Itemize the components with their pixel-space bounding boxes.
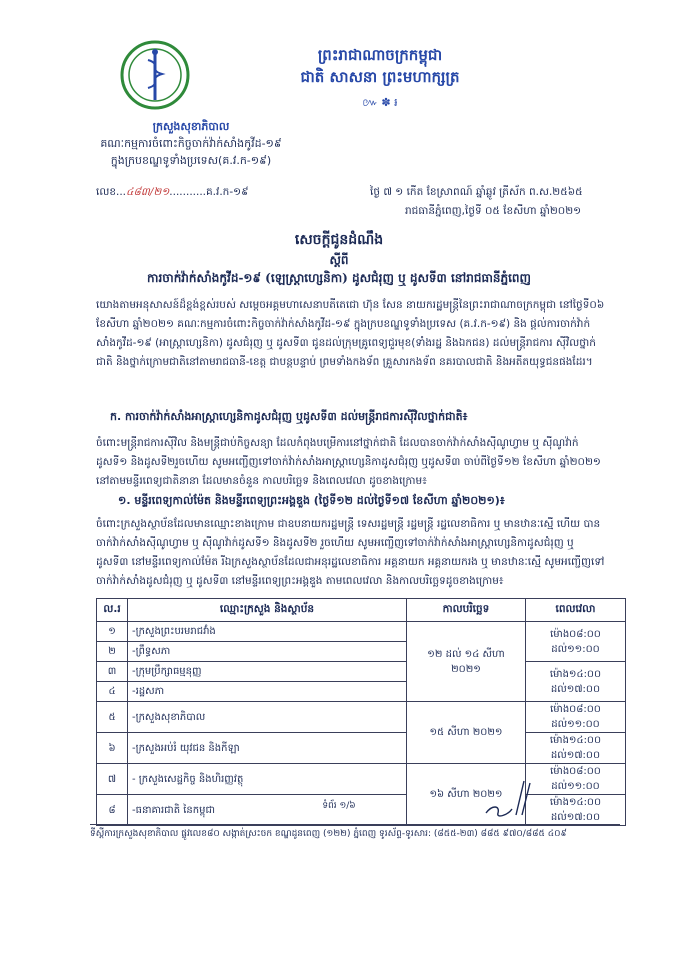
date-cell: ១៥ សីហា ២០២១	[407, 702, 526, 764]
time-cell: ម៉ោង១៤:០០ ដល់១៧:០០	[526, 662, 626, 702]
time-cell: ម៉ោង០៨:០០ ដល់១១:០០	[526, 702, 626, 733]
ornament: ៚ ✽ ៛	[362, 96, 398, 109]
committee-name: គណៈកម្មការចំពោះកិច្ចចាក់វ៉ាក់សាំងកូវីដ-១៩	[100, 137, 282, 150]
time-cell: ម៉ោង០៨:០០ ដល់១១:០០	[526, 622, 626, 662]
ministry-emblem-logo	[118, 38, 192, 112]
table-row: ៣ -ក្រុមប្រឹក្សាធម្មនុញ្ញ ម៉ោង១៤:០០ ដល់១៧:០០	[97, 662, 626, 682]
footer-address: ទីស្តីការក្រសួងសុខាភិបាល ផ្លូវលេខ៨០ សង្កាត់ស្រះចក ខណ្ឌដូនពេញ (១២២) ភ្នំពេញ ទូរស័ព្ទ-ទូរសារ: (៨៥៥-២៣) ៨៨៥ ៩៧០/៨៨៥ ៤០៩	[90, 824, 620, 841]
section-a-paragraph: ចំពោះមន្ត្រីរាជការស៊ីវិល និងមន្ត្រីជាប់កិច្ចសន្យា ដែលកំពុងបម្រើការនៅថ្នាក់ជាតិ ដែលបានចាក់វ៉ាក់សាំងស៊ីណូហ្វាម ឬ ស៊ីណូវ៉ាក់ ដូសទី១ និងដូសទី២រួចហើយ សូមអញ្ជើញទៅចាក់វ៉ាក់សាំងអាស្រ្តាហ្សេនិកាដូសជំរុញ ឬដូសទី៣ ចាប់ពីថ្ងៃទី១២ ខែសីហា ឆ្នាំ២០២១ នៅតាមមន្ទីរពេទ្យជាតិនានា ដែលមានចំនួន កាលបរិច្ឆេទ និងពេលវេលា ដូចខាងក្រោម៖	[96, 437, 601, 487]
header-time: ពេលវេលា	[526, 599, 626, 622]
table-row: ៦ -ក្រសួងអប់រំ យុវជន និងកីឡា ម៉ោង១៤:០០ ដល់១៧:០០	[97, 733, 626, 764]
lunar-date: ថ្ងៃ ៧ ១ កើត ខែស្រាពណ៍ ឆ្នាំឆ្លូវ ត្រីស័ក ព.ស.២៥៦៥	[370, 186, 583, 198]
letter-number: លេខ...៤៨៣/២១...........គ.វ.ក-១៩	[96, 186, 249, 198]
table-row: ៨ -ធនាគារជាតិ នៃកម្ពុជា ម៉ោង១៤:០០ ដល់១៧:០០	[97, 795, 626, 826]
committee-scope: ក្នុងក្របខណ្ឌទូទាំងប្រទេស(គ.វ.ក-១៩)	[110, 154, 272, 167]
intro-paragraph: យោងតាមអនុសាសន៍ដ៏ខ្ពង់ខ្ពស់របស់ សម្តេចអគ្គមហាសេនាបតីតេជោ ហ៊ុន សែន នាយករដ្ឋមន្ត្រីនៃព្រះរាជាណាចក្រកម្ពុជា នៅថ្ងៃទី០៦ ខែសីហា ឆ្នាំ២០២១ គណៈកម្មការចំពោះកិច្ចចាក់វ៉ាក់សាំងកូវីដ-១៩ ក្នុងក្របខណ្ឌទូទាំងប្រទេស (គ.វ.ក-១៩) និង ផ្តល់ការចាក់វ៉ាក់សាំងកូវីដ-១៩ (អាស្រ្តាហ្សេនិកា) ដូសជំរុញ ឬ ដូសទី៣ ជូនដល់ក្រុមគ្រូពេទ្យជួរមុខ(ទាំងរដ្ឋ និងឯកជន) ដល់មន្ត្រីរាជការ ស៊ីវិលថ្នាក់ជាតិ និងថ្នាក់ក្រោមជាតិនៅតាមរាជធានី-ខេត្ត ជាបន្តបន្ទាប់ ព្រមទាំងកងទ័ព គ្រួសារកងទ័ព នគរបាលជាតិ និងអតីតយុទ្ធជនផងដែរ។	[96, 299, 605, 368]
date-cell: ១៦ សីហា ២០២១	[407, 764, 526, 826]
notice-about: ស្តីពី	[329, 253, 349, 267]
notice-title: សេចក្តីជូនដំណឹង	[294, 232, 384, 248]
table-row: ៧ - ក្រសួងសេដ្ឋកិច្ច និងហិរញ្ញវត្ថុ ១៦ សីហា ២០២១ ម៉ោង០៨:០០ ដល់១១:០០	[97, 764, 626, 795]
table-row: ៤ -រដ្ឋសភា	[97, 682, 626, 702]
time-cell: ម៉ោង០៨:០០ ដល់១១:០០	[526, 764, 626, 795]
section-b-heading: ១. មន្ទីរពេទ្យកាល់ម៉ែត និងមន្ទីរពេទ្យព្រះអង្គឌួង (ថ្ងៃទី១២ ដល់ថ្ងៃទី១៧ ខែសីហា ឆ្នាំ២០២១)៖	[118, 494, 505, 507]
date-cell: ១២ ដល់ ១៤ សីហា ២០២១	[407, 622, 526, 702]
time-cell: ម៉ោង១៤:០០ ដល់១៧:០០	[526, 795, 626, 826]
table-row: ១ -ក្រសួងព្រះបរមរាជវាំង ១២ ដល់ ១៤ សីហា ២០២១ ម៉ោង០៨:០០ ដល់១១:០០	[97, 622, 626, 642]
time-cell: ម៉ោង១៤:០០ ដល់១៧:០០	[526, 733, 626, 764]
page-number: ទំព័រ ១/៦	[322, 801, 356, 811]
ministry-name: ក្រសួងសុខាភិបាល	[152, 120, 230, 133]
handwritten-number: ៤៨៣/២១	[126, 186, 170, 198]
table-header-row	[97, 599, 626, 622]
section-b-paragraph: ចំពោះក្រសួងស្ថាប័នដែលមានឈ្មោះខាងក្រោម ជាឧបនាយករដ្ឋមន្ត្រី ទេសរដ្ឋមន្ត្រី រដ្ឋមន្ត្រី រដ្ឋលេខាធិការ ឬ មានឋានៈស្មើ ហើយ បានចាក់វ៉ាក់សាំងស៊ីណូហ្វាម ឬ ស៊ីណូវ៉ាក់ដូសទី១ និងដូសទី២ រួចហើយ សូមអញ្ជើញទៅចាក់វ៉ាក់សាំងអាស្រ្តាហ្សេនិកាដូសជំរុញ ឬ ដូសទី៣ នៅមន្ទីរពេទ្យកាល់ម៉ែត រីឯក្រសួងស្ថាប័នដែលជាអនុរដ្ឋលេខាធិការ អគ្គនាយក អគ្គនាយករង ឬ មានឋានៈស្មើ សូមអញ្ជើញទៅចាក់វ៉ាក់សាំងដូសជំរុញ ឬ ដូសទី៣ នៅមន្ទីរពេទ្យព្រះអង្គឌួង តាមពេលវេលា និងកាលបរិច្ឆេទដូចខាងក្រោម៖	[96, 518, 605, 587]
header-institution: ឈ្មោះក្រសួង និងស្ថាប័ន	[128, 599, 407, 622]
notice-subject: ការចាក់វ៉ាក់សាំងកូវីដ-១៩ (ឡេស្រ្តាហ្សេនិកា) ដូសជំរុញ ឬ ដូសទី៣ នៅរាជធានីភ្នំពេញ	[147, 271, 531, 285]
solar-date: រាជធានីភ្នំពេញ,ថ្ងៃទី ០៥ ខែសីហា ឆ្នាំ២០២១	[405, 205, 582, 217]
header-date: កាលបរិច្ឆេទ	[407, 599, 526, 622]
table-row: ២ -ព្រឹទ្ធសភា	[97, 642, 626, 662]
issuer-block	[96, 118, 286, 169]
section-a-heading: ក. ការចាក់វ៉ាក់សាំងអាស្រ្តាហ្សេនិកាដូសជំរុញ ឬដូសទី៣ ដល់មន្ត្រីរាជការស៊ីវិលថ្នាក់ជាតិ៖	[110, 410, 468, 423]
kingdom-title: ព្រះរាជាណាចក្រកម្ពុជា	[317, 46, 443, 64]
kingdom-motto	[200, 44, 560, 88]
table-row: ៥ -ក្រសួងសុខាភិបាល ១៥ សីហា ២០២១ ម៉ោង០៨:០០ ដល់១១:០០	[97, 702, 626, 733]
nation-religion-king: ជាតិ សាសនា ព្រះមហាក្សត្រ	[300, 68, 460, 86]
header-number: ល.រ	[97, 599, 128, 622]
